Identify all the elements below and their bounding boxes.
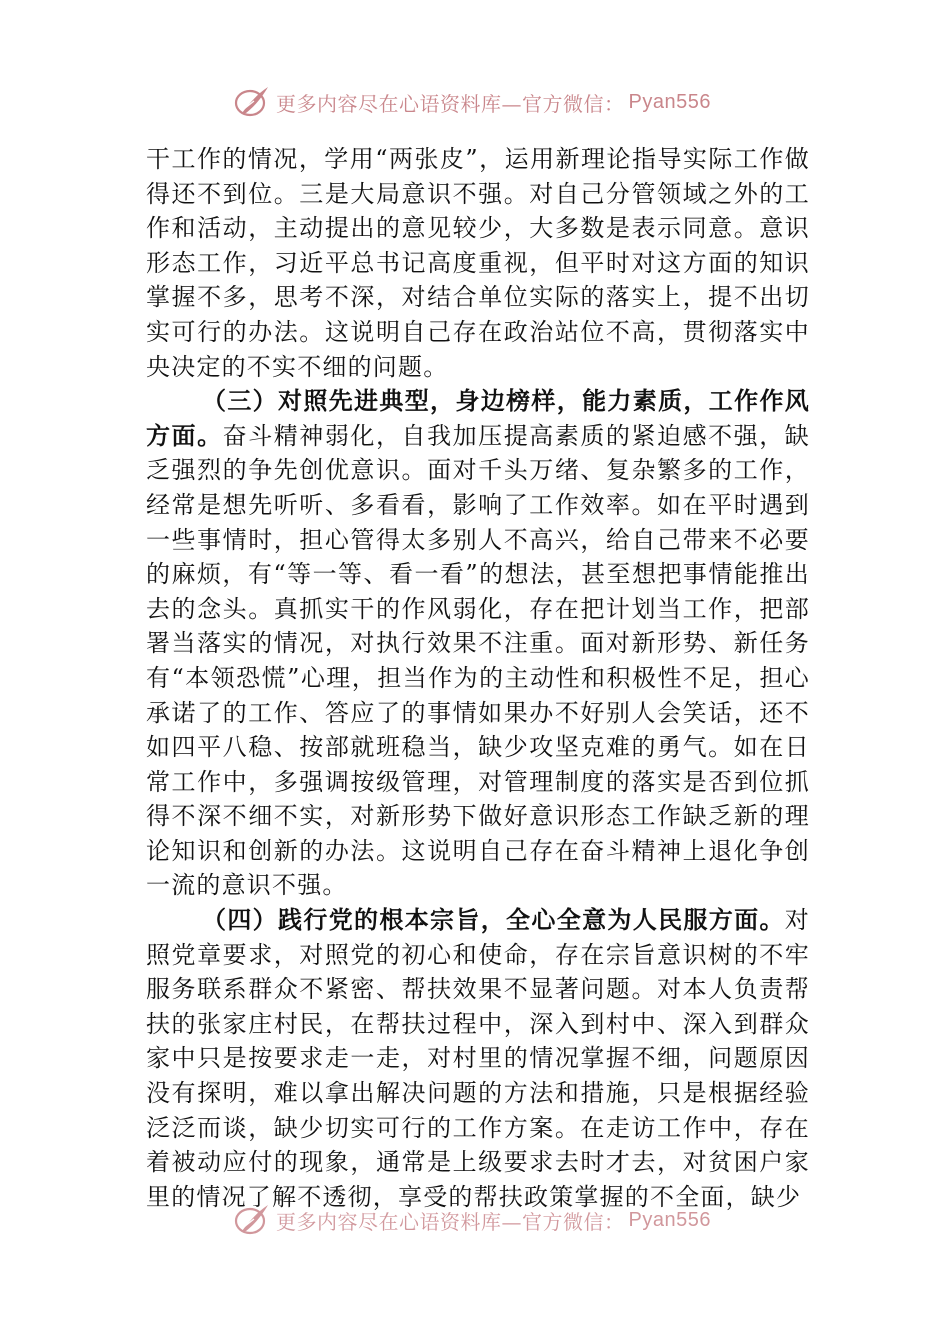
quill-logo-icon [232, 1201, 272, 1239]
watermark-label: 更多内容尽在心语资料库—官方微信： [276, 91, 625, 116]
watermark-label: 更多内容尽在心语资料库—官方微信： [276, 1209, 625, 1234]
paragraph-section-3 [146, 384, 810, 903]
section-4-heading: （四）践行党的根本宗旨，全心全意为人民服方面。 [202, 905, 785, 935]
section-3-heading: （三）对照先进典型，身边榜样，能力素质，工作作风方面。 [146, 386, 810, 450]
document-body [146, 142, 810, 1214]
watermark-code: Pyan556 [628, 1208, 711, 1231]
paragraph-continued: 干工作的情况，学用“两张皮”，运用新理论指导实际工作做得还不到位。三是大局意识不强。对自己分管领域之外的工作和活动，主动提出的意见较少，大多数是表示同意。意识形态工作，习近平总书记高度重视，但平时对这方面的知识掌握不多，思考不深，对结合单位实际的落实上，提不出切实可行的办法。这说明自己存在政治站位不高，贯彻落实中央决定的不实不细的问题。 [146, 145, 810, 381]
watermark-header [232, 82, 711, 122]
paragraph-section-4 [146, 903, 810, 1214]
section-3-body: 奋斗精神弱化，自我加压提高素质的紧迫感不强，缺乏强烈的争先创优意识。面对千头万绪、复杂繁多的工作，经常是想先听听、多看看，影响了工作效率。如在平时遇到一些事情时，担心管得太多别人不高兴，给自己带来不必要的麻烦，有“等一等、看一看”的想法，甚至想把事情能推出去的念头。真抓实干的作风弱化，存在把计划当工作，把部署当落实的情况，对执行效果不注重。面对新形势、新任务有“本领恐慌”心理，担当作为的主动性和积极性不足，担心承诺了的工作、答应了的事情如果办不好别人会笑话，还不如四平八稳、按部就班稳当，缺少攻坚克难的勇气。如在日常工作中，多强调按级管理，对管理制度的落实是否到位抓得不深不细不实，对新形势下做好意识形态工作缺乏新的理论知识和创新的办法。这说明自己存在奋斗精神上退化争创一流的意识不强。 [146, 421, 810, 900]
quill-logo-icon [232, 83, 272, 121]
watermark-code: Pyan556 [628, 90, 711, 113]
watermark-footer [232, 1200, 711, 1240]
section-4-body: 对照党章要求，对照党的初心和使命，存在宗旨意识树的不牢服务联系群众不紧密、帮扶效果不显著问题。对本人负责帮扶的张家庄村民，在帮扶过程中，深入到村中、深入到群众家中只是按要求走一走，对村里的情况掌握不细，问题原因没有探明，难以拿出解决问题的方法和措施，只是根据经验泛泛而谈，缺少切实可行的工作方案。在走访工作中，存在着被动应付的现象，通常是上级要求去时才去，对贫困户家里的情况了解不透彻，享受的帮扶政策掌握的不全面，缺少 [146, 906, 810, 1211]
